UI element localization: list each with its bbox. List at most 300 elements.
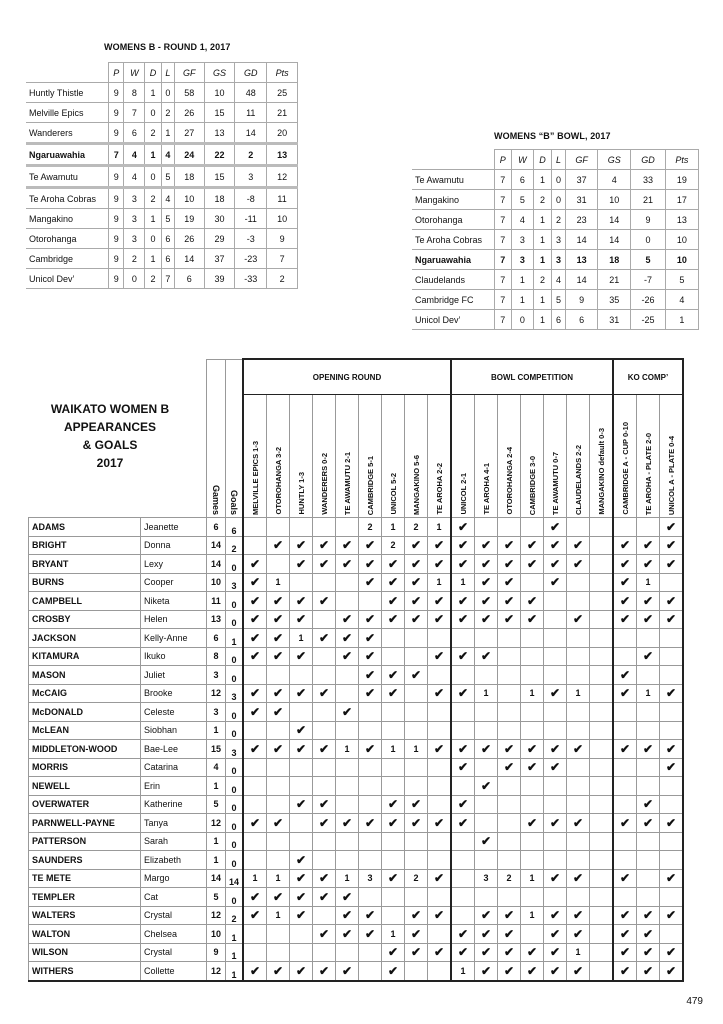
check-icon: ✔ [382,795,405,814]
match-cell [590,592,614,611]
match-cell [405,962,428,981]
match-cell [475,629,498,648]
check-icon: ✔ [382,684,405,703]
match-cell [498,888,521,907]
match-cell [405,832,428,851]
check-icon: ✔ [637,906,660,925]
team-name: Otorohanga [412,210,495,230]
check-icon: ✔ [544,518,567,537]
check-icon: ✔ [613,592,637,611]
check-icon: ✔ [336,814,359,833]
check-icon: ✔ [313,536,336,555]
match-cell [336,943,359,962]
stat-cell: 7 [267,249,298,269]
check-icon: ✔ [359,555,382,574]
appearances-goals-table [28,358,684,982]
check-icon: ✔ [382,943,405,962]
check-icon: ✔ [544,573,567,592]
stat-cell: 3 [551,250,565,270]
check-icon: ✔ [313,925,336,944]
check-icon: ✔ [243,962,267,981]
match-cell: 1 [451,573,475,592]
match-cell [660,795,684,814]
match-cell [336,573,359,592]
match-cell [613,647,637,666]
player-row [29,592,684,611]
match-label: CAMBRIDGE 5-1 [365,455,375,515]
match-cell: 1 [405,740,428,759]
stat-cell: 27 [174,123,204,144]
stat-cell: -11 [235,209,267,229]
match-header [498,395,521,518]
check-icon: ✔ [498,758,521,777]
check-icon: ✔ [382,592,405,611]
match-cell [660,573,684,592]
match-cell [498,851,521,870]
check-icon: ✔ [336,536,359,555]
match-cell: 1 [428,518,452,537]
check-icon: ✔ [290,851,313,870]
check-icon: ✔ [359,925,382,944]
check-icon: ✔ [359,573,382,592]
games-count: 6 [207,518,226,537]
check-icon: ✔ [498,943,521,962]
match-cell [590,518,614,537]
check-icon: ✔ [451,925,475,944]
games-count: 12 [207,906,226,925]
player-firstname: Collette [141,962,207,981]
check-icon: ✔ [267,703,290,722]
check-icon: ✔ [498,962,521,981]
stat-cell: -3 [235,229,267,249]
match-cell [336,592,359,611]
match-label: UNICOL 2-1 [458,473,468,515]
match-cell [243,925,267,944]
player-row [29,703,684,722]
match-label: MELVILLE EPICS 1-3 [250,440,260,515]
check-icon: ✔ [359,684,382,703]
stat-cell: 12 [267,166,298,188]
match-cell [313,703,336,722]
round1-title: WOMENS B - ROUND 1, 2017 [104,42,231,52]
match-cell [521,777,544,796]
match-label: OTOROHANGA 3-2 [273,447,283,515]
goals-count: 3 [226,573,244,592]
player-firstname: Niketa [141,592,207,611]
match-cell [313,758,336,777]
match-cell [290,703,313,722]
check-icon: ✔ [613,906,637,925]
stat-cell: 7 [495,210,512,230]
match-cell [267,666,290,685]
match-cell [544,610,567,629]
check-icon: ✔ [313,684,336,703]
stat-cell: 1 [145,144,161,166]
check-icon: ✔ [660,943,684,962]
match-cell [359,962,382,981]
match-cell [613,703,637,722]
check-icon: ✔ [290,888,313,907]
goals-count: 0 [226,592,244,611]
stat-cell: 31 [598,310,631,330]
check-icon: ✔ [475,832,498,851]
player-row [29,795,684,814]
match-cell [590,610,614,629]
match-cell [637,703,660,722]
match-cell [590,925,614,944]
player-firstname: Siobhan [141,721,207,740]
standings-row [412,190,699,210]
standings-row [412,250,699,270]
check-icon: ✔ [660,758,684,777]
check-icon: ✔ [267,962,290,981]
column-header: GD [631,150,665,170]
player-firstname: Celeste [141,703,207,722]
standings-row [26,188,298,209]
match-cell [290,925,313,944]
check-icon: ✔ [290,647,313,666]
stat-cell: 3 [235,166,267,188]
stat-cell: 9 [109,103,124,123]
check-icon: ✔ [544,869,567,888]
check-icon: ✔ [637,740,660,759]
check-icon: ✔ [498,573,521,592]
match-cell [359,703,382,722]
games-header [207,359,226,518]
player-row [29,888,684,907]
check-icon: ✔ [475,573,498,592]
match-cell [590,573,614,592]
player-surname: TE METE [29,869,141,888]
player-surname: WALTERS [29,906,141,925]
stat-cell: 3 [124,229,145,249]
match-cell [590,795,614,814]
match-header [428,395,452,518]
check-icon: ✔ [290,721,313,740]
stat-cell: 9 [566,290,598,310]
column-header: W [511,150,534,170]
check-icon: ✔ [267,740,290,759]
match-cell: 1 [521,869,544,888]
group-header-bowl-competition: BOWL COMPETITION [451,359,613,395]
stat-cell: 10 [267,209,298,229]
standings-row [26,166,298,188]
appearances-title-line: & GOALS [82,438,138,452]
check-icon: ✔ [428,610,452,629]
check-icon: ✔ [613,814,637,833]
standings-header-row [26,63,298,83]
check-icon: ✔ [613,962,637,981]
standings-row [26,249,298,269]
match-label: TE AROHA 2-2 [434,463,444,515]
stat-cell: 35 [598,290,631,310]
match-cell [660,851,684,870]
match-cell [590,943,614,962]
match-cell [290,573,313,592]
match-header [405,395,428,518]
match-cell [567,795,590,814]
stat-cell: 1 [511,290,534,310]
player-row [29,684,684,703]
match-cell [336,851,359,870]
match-cell [428,666,452,685]
stat-cell: 9 [109,123,124,144]
match-cell [267,555,290,574]
match-header [613,395,637,518]
check-icon: ✔ [382,555,405,574]
match-cell [290,777,313,796]
check-icon: ✔ [451,610,475,629]
match-cell: 1 [475,684,498,703]
match-cell [590,851,614,870]
player-row [29,666,684,685]
player-row [29,629,684,648]
stat-cell: 5 [665,270,698,290]
match-label: MANGAKINO 5-6 [411,454,421,515]
match-cell [660,629,684,648]
stat-cell: 18 [204,188,235,209]
games-count: 6 [207,629,226,648]
match-cell [544,795,567,814]
match-cell [267,518,290,537]
player-surname: OVERWATER [29,795,141,814]
stat-cell: 8 [124,83,145,103]
standings-row [26,103,298,123]
check-icon: ✔ [243,555,267,574]
check-icon: ✔ [313,592,336,611]
stat-cell: 1 [534,210,552,230]
match-cell [613,721,637,740]
match-cell [567,647,590,666]
check-icon: ✔ [428,647,452,666]
match-cell [475,666,498,685]
match-cell [290,666,313,685]
match-cell [567,666,590,685]
player-firstname: Crystal [141,943,207,962]
match-cell [475,758,498,777]
stat-cell: 7 [495,230,512,250]
match-cell [498,684,521,703]
player-surname: MORRIS [29,758,141,777]
match-cell [613,832,637,851]
match-label: UNICOL A - PLATE 0-4 [666,435,676,515]
column-header: D [145,63,161,83]
stat-cell: 17 [665,190,698,210]
stat-cell: 0 [551,190,565,210]
player-surname: CROSBY [29,610,141,629]
check-icon: ✔ [544,555,567,574]
group-header-opening-round: OPENING ROUND [243,359,451,395]
player-firstname: Bae-Lee [141,740,207,759]
match-cell [475,703,498,722]
standings-row [26,123,298,144]
match-cell [613,795,637,814]
match-cell: 1 [336,869,359,888]
check-icon: ✔ [544,906,567,925]
check-icon: ✔ [290,592,313,611]
match-cell [267,777,290,796]
player-firstname: Cat [141,888,207,907]
stat-cell: 7 [495,250,512,270]
match-cell [590,832,614,851]
match-cell [521,925,544,944]
match-cell: 1 [267,573,290,592]
match-cell [336,832,359,851]
match-cell [243,795,267,814]
match-cell [428,925,452,944]
match-cell [405,721,428,740]
match-cell [498,703,521,722]
match-cell [243,721,267,740]
match-cell [475,721,498,740]
column-header: GD [235,63,267,83]
stat-cell: 2 [534,190,552,210]
team-name: Unicol Dev’ [26,269,109,289]
goals-count: 0 [226,758,244,777]
check-icon: ✔ [498,610,521,629]
check-icon: ✔ [567,740,590,759]
match-cell: 2 [405,869,428,888]
match-cell [567,832,590,851]
check-icon: ✔ [428,906,452,925]
stat-cell: 14 [566,270,598,290]
stat-cell: 15 [204,166,235,188]
match-cell: 1 [637,684,660,703]
column-header: Pts [665,150,698,170]
stat-cell: 7 [124,103,145,123]
match-cell [267,943,290,962]
match-cell: 2 [359,518,382,537]
stat-cell: 13 [665,210,698,230]
check-icon: ✔ [521,536,544,555]
stat-cell: 13 [267,144,298,166]
match-cell: 1 [382,518,405,537]
check-icon: ✔ [428,740,452,759]
player-row [29,740,684,759]
stat-cell: 30 [204,209,235,229]
check-icon: ✔ [290,610,313,629]
match-cell [498,666,521,685]
check-icon: ✔ [660,592,684,611]
player-firstname: Cooper [141,573,207,592]
check-icon: ✔ [267,814,290,833]
check-icon: ✔ [313,814,336,833]
standings-row [26,229,298,249]
goals-count: 1 [226,943,244,962]
match-cell [544,592,567,611]
match-header [382,395,405,518]
match-cell [267,795,290,814]
match-cell [660,832,684,851]
stat-cell: 21 [598,270,631,290]
match-cell: 1 [567,943,590,962]
check-icon: ✔ [267,610,290,629]
match-cell [243,832,267,851]
check-icon: ✔ [382,869,405,888]
standings-row [26,83,298,103]
column-header: Pts [267,63,298,83]
match-label: UNICOL 5-2 [388,473,398,515]
match-header [521,395,544,518]
match-cell: 2 [382,536,405,555]
match-cell [428,721,452,740]
check-icon: ✔ [521,943,544,962]
check-icon: ✔ [637,555,660,574]
check-icon: ✔ [405,943,428,962]
player-firstname: Brooke [141,684,207,703]
team-name: Melville Epics [26,103,109,123]
match-cell [475,795,498,814]
stat-cell: 1 [534,290,552,310]
check-icon: ✔ [613,869,637,888]
stat-cell: 39 [204,269,235,289]
stat-cell: 21 [267,103,298,123]
check-icon: ✔ [451,536,475,555]
check-icon: ✔ [660,814,684,833]
games-count: 1 [207,777,226,796]
check-icon: ✔ [544,925,567,944]
stat-cell: 5 [511,190,534,210]
stat-cell: 1 [534,170,552,190]
stat-cell: 10 [665,250,698,270]
check-icon: ✔ [475,610,498,629]
check-icon: ✔ [359,647,382,666]
team-name: Cambridge FC [412,290,495,310]
goals-count: 0 [226,610,244,629]
bowl-title: WOMENS “B” BOWL, 2017 [494,131,611,141]
goals-count: 1 [226,925,244,944]
check-icon: ✔ [521,555,544,574]
match-cell [660,888,684,907]
round1-standings-table [26,62,298,289]
goals-count: 0 [226,777,244,796]
check-icon: ✔ [243,703,267,722]
goals-count: 2 [226,906,244,925]
games-count: 5 [207,795,226,814]
player-row [29,943,684,962]
match-cell [521,647,544,666]
standings-row [26,144,298,166]
match-header [567,395,590,518]
check-icon: ✔ [359,814,382,833]
stat-cell: 4 [124,144,145,166]
match-cell [313,573,336,592]
player-row [29,647,684,666]
match-cell [313,610,336,629]
check-icon: ✔ [428,943,452,962]
player-row [29,721,684,740]
player-firstname: Ikuko [141,647,207,666]
check-icon: ✔ [336,906,359,925]
player-firstname: Crystal [141,906,207,925]
match-cell [451,703,475,722]
stat-cell: 4 [665,290,698,310]
check-icon: ✔ [544,536,567,555]
stat-cell: 9 [109,166,124,188]
match-cell: 2 [498,869,521,888]
stat-cell: 31 [566,190,598,210]
check-icon: ✔ [498,925,521,944]
goals-count: 3 [226,684,244,703]
match-cell [336,777,359,796]
check-icon: ✔ [475,777,498,796]
check-icon: ✔ [613,555,637,574]
stat-cell: 18 [598,250,631,270]
bowl-standings-table [412,149,699,330]
player-firstname: Tanya [141,814,207,833]
match-cell [382,888,405,907]
check-icon: ✔ [475,592,498,611]
